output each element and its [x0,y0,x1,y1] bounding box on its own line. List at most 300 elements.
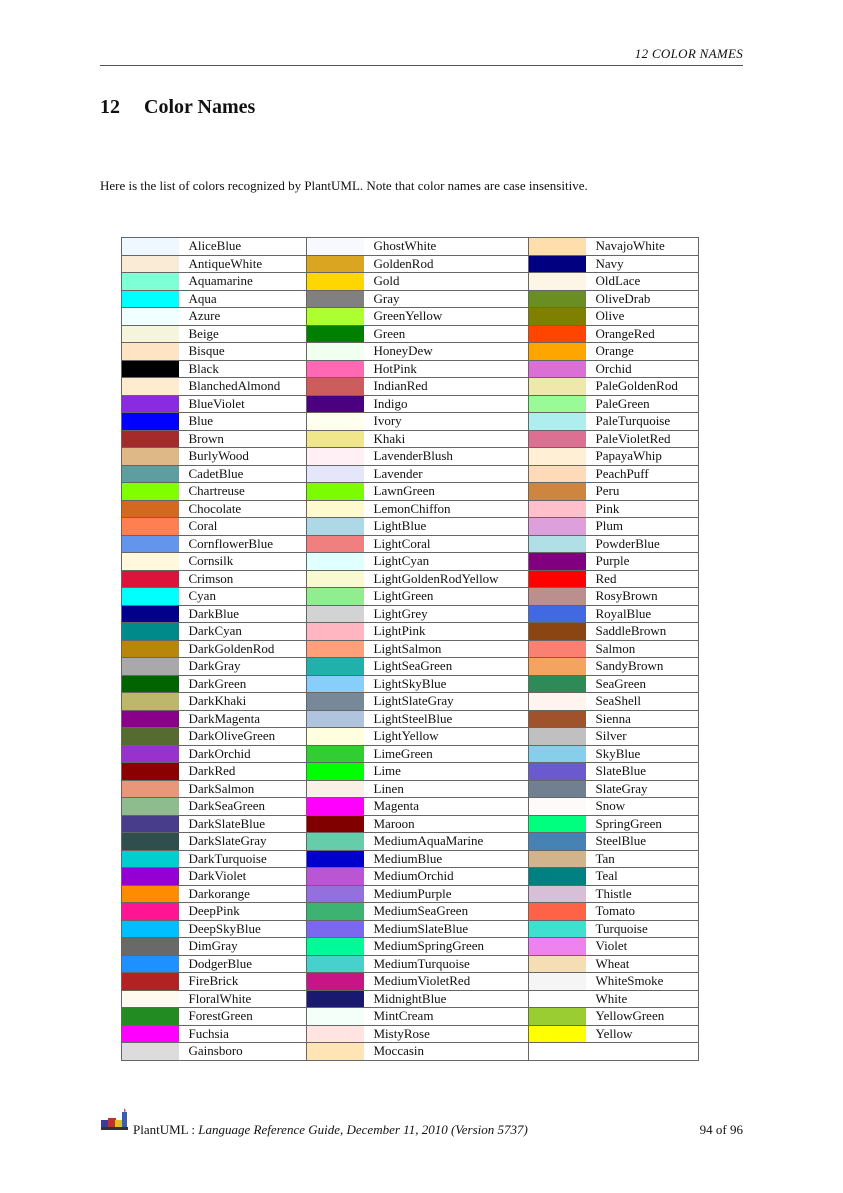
color-name: DarkGoldenRod [179,640,307,658]
table-row [122,378,699,396]
color-swatch [307,325,364,343]
table-row [122,343,699,361]
color-name: Blue [179,413,307,431]
section-title-text: Color Names [144,96,256,118]
color-name: Darkorange [179,885,307,903]
color-swatch [529,1043,586,1061]
color-swatch [529,868,586,886]
color-swatch [307,343,364,361]
color-name: Orchid [586,360,699,378]
color-name: MidnightBlue [364,990,529,1008]
color-name: DarkCyan [179,623,307,641]
color-name: Green [364,325,529,343]
color-swatch [529,833,586,851]
color-name: Gainsboro [179,1043,307,1061]
color-name: DarkGreen [179,675,307,693]
color-name: RoyalBlue [586,605,699,623]
color-swatch [122,535,179,553]
color-swatch [122,920,179,938]
table-row [122,640,699,658]
color-swatch [122,570,179,588]
color-swatch [307,815,364,833]
color-name: DarkOliveGreen [179,728,307,746]
color-name: MediumBlue [364,850,529,868]
color-swatch [122,588,179,606]
color-swatch [307,763,364,781]
color-swatch [122,675,179,693]
color-name: BurlyWood [179,448,307,466]
color-name: LawnGreen [364,483,529,501]
color-swatch [122,798,179,816]
color-swatch [307,973,364,991]
color-swatch [529,780,586,798]
color-name: Orange [586,343,699,361]
color-name: SeaGreen [586,675,699,693]
color-name: Snow [586,798,699,816]
color-swatch [307,623,364,641]
color-name: SaddleBrown [586,623,699,641]
color-name: DarkSalmon [179,780,307,798]
color-name: MediumSeaGreen [364,903,529,921]
color-swatch [307,605,364,623]
footer-title [133,1122,528,1138]
color-swatch [122,780,179,798]
color-name: BlueViolet [179,395,307,413]
color-name: Plum [586,518,699,536]
table-row [122,833,699,851]
color-name: Teal [586,868,699,886]
color-name: DarkBlue [179,605,307,623]
color-swatch [529,255,586,273]
running-header: 12 COLOR NAMES [634,46,743,61]
table-row [122,395,699,413]
color-name: Silver [586,728,699,746]
color-swatch [307,448,364,466]
plantuml-logo-icon [100,1108,130,1132]
color-swatch [307,780,364,798]
color-name: SpringGreen [586,815,699,833]
color-swatch [307,535,364,553]
color-name: LightSteelBlue [364,710,529,728]
table-row [122,693,699,711]
color-name: CornflowerBlue [179,535,307,553]
table-row [122,990,699,1008]
color-swatch [122,868,179,886]
color-name: DimGray [179,938,307,956]
color-swatch [529,500,586,518]
color-swatch [307,955,364,973]
table-row [122,763,699,781]
color-swatch [307,570,364,588]
table-row [122,815,699,833]
color-swatch [122,850,179,868]
table-row [122,238,699,256]
color-swatch [529,885,586,903]
color-swatch [307,308,364,326]
color-name: PaleGreen [586,395,699,413]
color-name: Peru [586,483,699,501]
color-name: PeachPuff [586,465,699,483]
color-swatch [122,273,179,291]
color-swatch [307,430,364,448]
color-name: WhiteSmoke [586,973,699,991]
color-name: GoldenRod [364,255,529,273]
color-swatch [122,885,179,903]
intro-paragraph: Here is the list of colors recognized by PlantUML. Note that color names are case insensitive. [100,178,588,193]
table-row [122,745,699,763]
color-name: Thistle [586,885,699,903]
color-name: NavajoWhite [586,238,699,256]
color-swatch [529,815,586,833]
color-swatch [529,955,586,973]
color-name: SandyBrown [586,658,699,676]
color-swatch [307,868,364,886]
color-table-container [121,237,699,1061]
color-swatch [122,640,179,658]
color-swatch [307,903,364,921]
color-swatch [529,483,586,501]
color-swatch [307,518,364,536]
color-name: RosyBrown [586,588,699,606]
color-swatch [529,308,586,326]
color-swatch [529,518,586,536]
color-name: Chocolate [179,500,307,518]
color-name: MintCream [364,1008,529,1026]
color-name: Indigo [364,395,529,413]
color-swatch [122,553,179,571]
color-name: PaleTurquoise [586,413,699,431]
color-swatch [529,728,586,746]
color-swatch [122,448,179,466]
color-name: OliveDrab [586,290,699,308]
color-name: Azure [179,308,307,326]
table-row [122,868,699,886]
color-name: Cyan [179,588,307,606]
table-row [122,658,699,676]
color-swatch [529,693,586,711]
table-row [122,588,699,606]
color-name: Tan [586,850,699,868]
color-swatch [122,710,179,728]
color-swatch [529,850,586,868]
color-name: LightPink [364,623,529,641]
color-name: PapayaWhip [586,448,699,466]
color-name: MediumAquaMarine [364,833,529,851]
color-name: Pink [586,500,699,518]
color-name: ForestGreen [179,1008,307,1026]
table-row [122,448,699,466]
color-table-body [122,238,699,1061]
color-name: MediumTurquoise [364,955,529,973]
color-swatch [529,325,586,343]
table-row [122,553,699,571]
color-swatch [122,955,179,973]
color-swatch [307,588,364,606]
color-name: Aqua [179,290,307,308]
color-name: Black [179,360,307,378]
table-row [122,500,699,518]
color-swatch [529,553,586,571]
color-swatch [122,430,179,448]
table-row [122,1008,699,1026]
color-swatch [122,973,179,991]
color-swatch [122,255,179,273]
color-swatch [529,1008,586,1026]
color-swatch [307,360,364,378]
color-name: DarkSlateBlue [179,815,307,833]
color-name: Gold [364,273,529,291]
color-name: SlateBlue [586,763,699,781]
color-name: Magenta [364,798,529,816]
color-swatch [122,1025,179,1043]
table-row [122,535,699,553]
color-name: Purple [586,553,699,571]
color-name: PowderBlue [586,535,699,553]
table-row [122,938,699,956]
color-name: MistyRose [364,1025,529,1043]
color-swatch [529,623,586,641]
color-name: White [586,990,699,1008]
color-swatch [529,343,586,361]
color-name [586,1043,699,1061]
color-name: Lime [364,763,529,781]
table-row [122,675,699,693]
color-name: FireBrick [179,973,307,991]
color-name: DarkOrchid [179,745,307,763]
color-name: MediumSpringGreen [364,938,529,956]
color-name: Brown [179,430,307,448]
footer-doc-title: Language Reference Guide, December 11, 2010 (Version 5737) [198,1122,528,1137]
color-swatch [307,483,364,501]
section-number: 12 [100,96,120,118]
color-swatch [307,1008,364,1026]
color-name: LavenderBlush [364,448,529,466]
color-swatch [307,553,364,571]
color-swatch [122,728,179,746]
color-name: MediumOrchid [364,868,529,886]
table-row [122,798,699,816]
table-row [122,850,699,868]
color-swatch [307,500,364,518]
color-name: LightSeaGreen [364,658,529,676]
color-swatch [307,1043,364,1061]
table-row [122,308,699,326]
color-swatch [529,430,586,448]
color-swatch [122,1008,179,1026]
color-name: Coral [179,518,307,536]
table-row [122,483,699,501]
table-row [122,780,699,798]
color-name: Crimson [179,570,307,588]
color-name: PaleGoldenRod [586,378,699,396]
color-name: MediumVioletRed [364,973,529,991]
color-name: Yellow [586,1025,699,1043]
color-swatch [307,833,364,851]
table-row [122,1043,699,1061]
color-name: Cornsilk [179,553,307,571]
color-name: SteelBlue [586,833,699,851]
color-name: Gray [364,290,529,308]
color-name: HoneyDew [364,343,529,361]
color-name: LightGreen [364,588,529,606]
color-swatch [307,413,364,431]
color-swatch [529,763,586,781]
color-swatch [529,973,586,991]
color-name: Bisque [179,343,307,361]
color-name: LimeGreen [364,745,529,763]
color-swatch [122,658,179,676]
color-name: Lavender [364,465,529,483]
table-row [122,710,699,728]
color-swatch [122,343,179,361]
color-table [121,237,699,1061]
table-row [122,273,699,291]
color-swatch [529,920,586,938]
color-swatch [529,395,586,413]
color-swatch [529,903,586,921]
color-swatch [122,833,179,851]
color-name: AntiqueWhite [179,255,307,273]
color-swatch [122,1043,179,1061]
color-name: DarkSeaGreen [179,798,307,816]
color-swatch [307,255,364,273]
color-swatch [307,658,364,676]
color-name: Chartreuse [179,483,307,501]
color-name: PaleVioletRed [586,430,699,448]
color-swatch [529,535,586,553]
table-row [122,360,699,378]
color-name: LightCoral [364,535,529,553]
color-swatch [529,658,586,676]
table-row [122,290,699,308]
color-name: SeaShell [586,693,699,711]
color-name: DarkRed [179,763,307,781]
color-name: Moccasin [364,1043,529,1061]
color-name: Wheat [586,955,699,973]
color-swatch [122,395,179,413]
color-swatch [307,465,364,483]
color-swatch [122,815,179,833]
color-swatch [307,273,364,291]
color-name: DodgerBlue [179,955,307,973]
color-swatch [529,1025,586,1043]
table-row [122,570,699,588]
color-name: DarkTurquoise [179,850,307,868]
color-name: DarkViolet [179,868,307,886]
color-name: LightSkyBlue [364,675,529,693]
color-name: Maroon [364,815,529,833]
color-name: Olive [586,308,699,326]
color-swatch [529,640,586,658]
color-swatch [529,710,586,728]
color-swatch [122,693,179,711]
color-name: SlateGray [586,780,699,798]
table-row [122,465,699,483]
color-swatch [122,763,179,781]
color-name: Red [586,570,699,588]
table-row [122,728,699,746]
table-row [122,885,699,903]
color-swatch [122,325,179,343]
table-row [122,605,699,623]
color-swatch [529,990,586,1008]
color-swatch [307,850,364,868]
color-name: MediumPurple [364,885,529,903]
table-row [122,903,699,921]
color-name: LightYellow [364,728,529,746]
color-swatch [307,395,364,413]
color-name: Sienna [586,710,699,728]
color-name: OldLace [586,273,699,291]
table-row [122,518,699,536]
table-row [122,325,699,343]
color-swatch [307,745,364,763]
color-name: Khaki [364,430,529,448]
color-swatch [122,605,179,623]
color-swatch [122,990,179,1008]
color-swatch [307,938,364,956]
color-swatch [529,570,586,588]
table-row [122,255,699,273]
color-swatch [122,483,179,501]
color-name: LightSalmon [364,640,529,658]
color-swatch [122,938,179,956]
table-row [122,430,699,448]
footer-app-name: PlantUML : [133,1122,199,1137]
color-swatch [529,290,586,308]
color-swatch [122,518,179,536]
color-swatch [529,588,586,606]
color-swatch [307,798,364,816]
color-name: LightCyan [364,553,529,571]
color-name: DeepPink [179,903,307,921]
color-name: DeepSkyBlue [179,920,307,938]
color-name: LemonChiffon [364,500,529,518]
header-rule [100,65,743,66]
color-swatch [307,1025,364,1043]
color-swatch [122,378,179,396]
color-swatch [529,238,586,256]
color-name: GreenYellow [364,308,529,326]
color-swatch [529,273,586,291]
color-swatch [307,238,364,256]
color-name: Tomato [586,903,699,921]
color-name: CadetBlue [179,465,307,483]
color-name: SkyBlue [586,745,699,763]
color-name: Turquoise [586,920,699,938]
color-swatch [307,920,364,938]
color-swatch [122,238,179,256]
color-swatch [122,360,179,378]
color-swatch [307,640,364,658]
color-name: FloralWhite [179,990,307,1008]
color-name: HotPink [364,360,529,378]
color-swatch [529,745,586,763]
color-name: GhostWhite [364,238,529,256]
color-swatch [307,990,364,1008]
color-name: DarkSlateGray [179,833,307,851]
color-name: Salmon [586,640,699,658]
color-swatch [529,360,586,378]
color-swatch [307,693,364,711]
color-swatch [122,903,179,921]
table-row [122,955,699,973]
color-name: YellowGreen [586,1008,699,1026]
color-swatch [307,378,364,396]
color-name: Beige [179,325,307,343]
color-swatch [529,378,586,396]
color-swatch [307,885,364,903]
